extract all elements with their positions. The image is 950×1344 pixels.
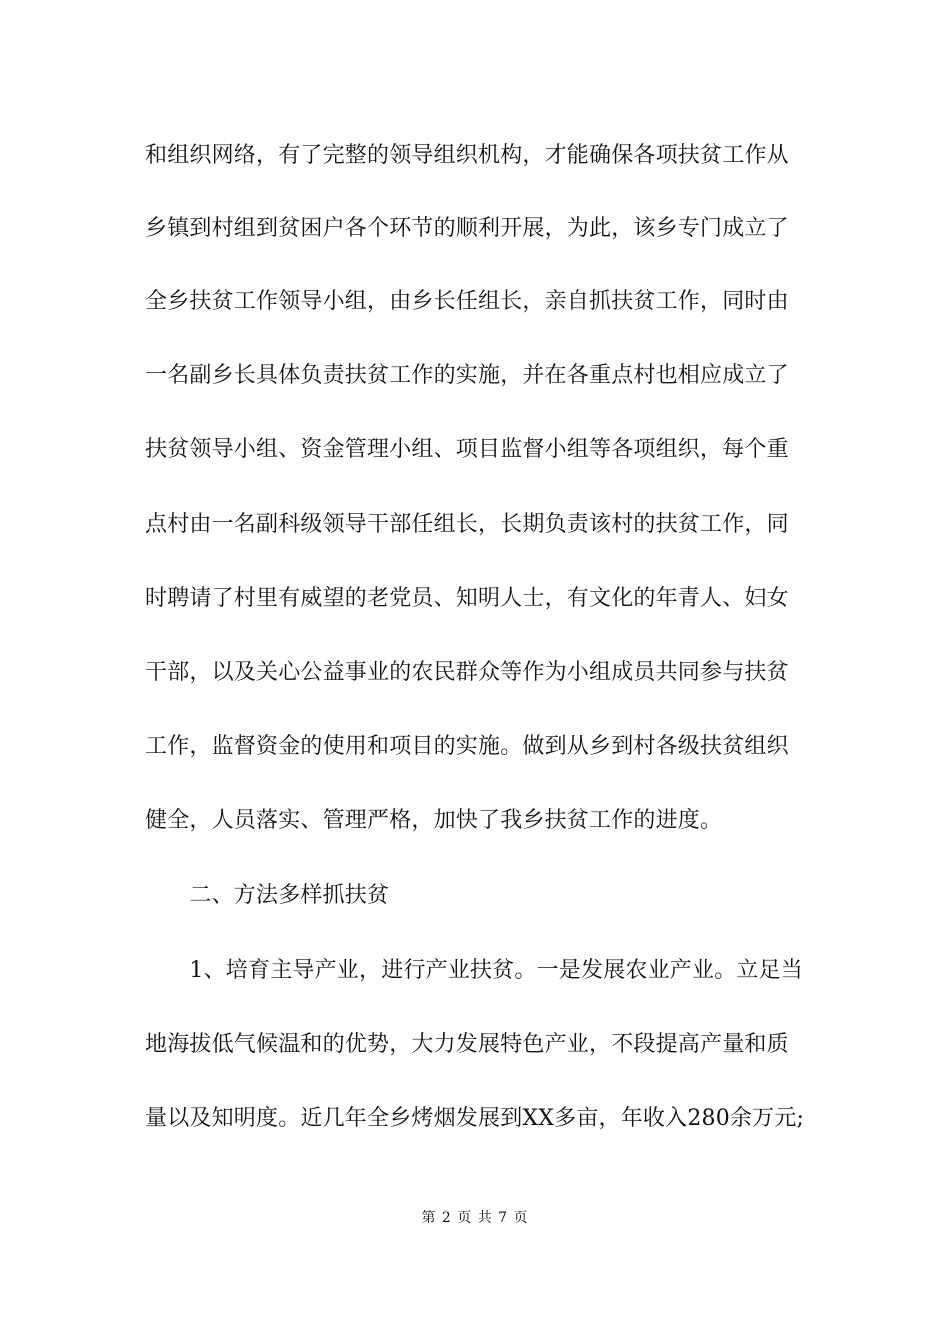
paragraph-line: 一名副乡长具体负责扶贫工作的实施，并在各重点村也相应成立了 [145,363,789,388]
paragraph-line: 和组织网络，有了完整的领导组织机构，才能确保各项扶贫工作从 [145,143,789,168]
paragraph-line: 地海拔低气候温和的优势，大力发展特色产业，不段提高产量和质 [145,1032,789,1057]
section-heading: 二、方法多样抓扶贫 [145,883,390,908]
paragraph-line: 1、培育主导产业，进行产业扶贫。一是发展农业产业。立足当 [145,958,803,983]
paragraph-line: 时聘请了村里有威望的老党员、知明人士，有文化的年青人、妇女 [145,586,789,611]
paragraph-line: 健全，人员落实、管理严格，加快了我乡扶贫工作的进度。 [145,808,723,833]
paragraph-line: 全乡扶贫工作领导小组，由乡长任组长，亲自抓扶贫工作，同时由 [145,289,789,314]
paragraph-line: 量以及知明度。近几年全乡烤烟发展到XX多亩，年收入280余万元; [145,1106,805,1131]
paragraph-line: 乡镇到村组到贫困户各个环节的顺利开展，为此，该乡专门成立了 [145,216,789,241]
paragraph-line: 点村由一名副科级领导干部任组长，长期负责该村的扶贫工作，同 [145,512,789,537]
paragraph-line: 干部，以及关心公益事业的农民群众等作为小组成员共同参与扶贫 [145,660,789,685]
paragraph-line: 扶贫领导小组、资金管理小组、项目监督小组等各项组织，每个重 [145,437,789,462]
paragraph-line: 工作，监督资金的使用和项目的实施。做到从乡到村各级扶贫组织 [145,734,789,759]
page-number-footer: 第 2 页 共 7 页 [421,1210,529,1226]
